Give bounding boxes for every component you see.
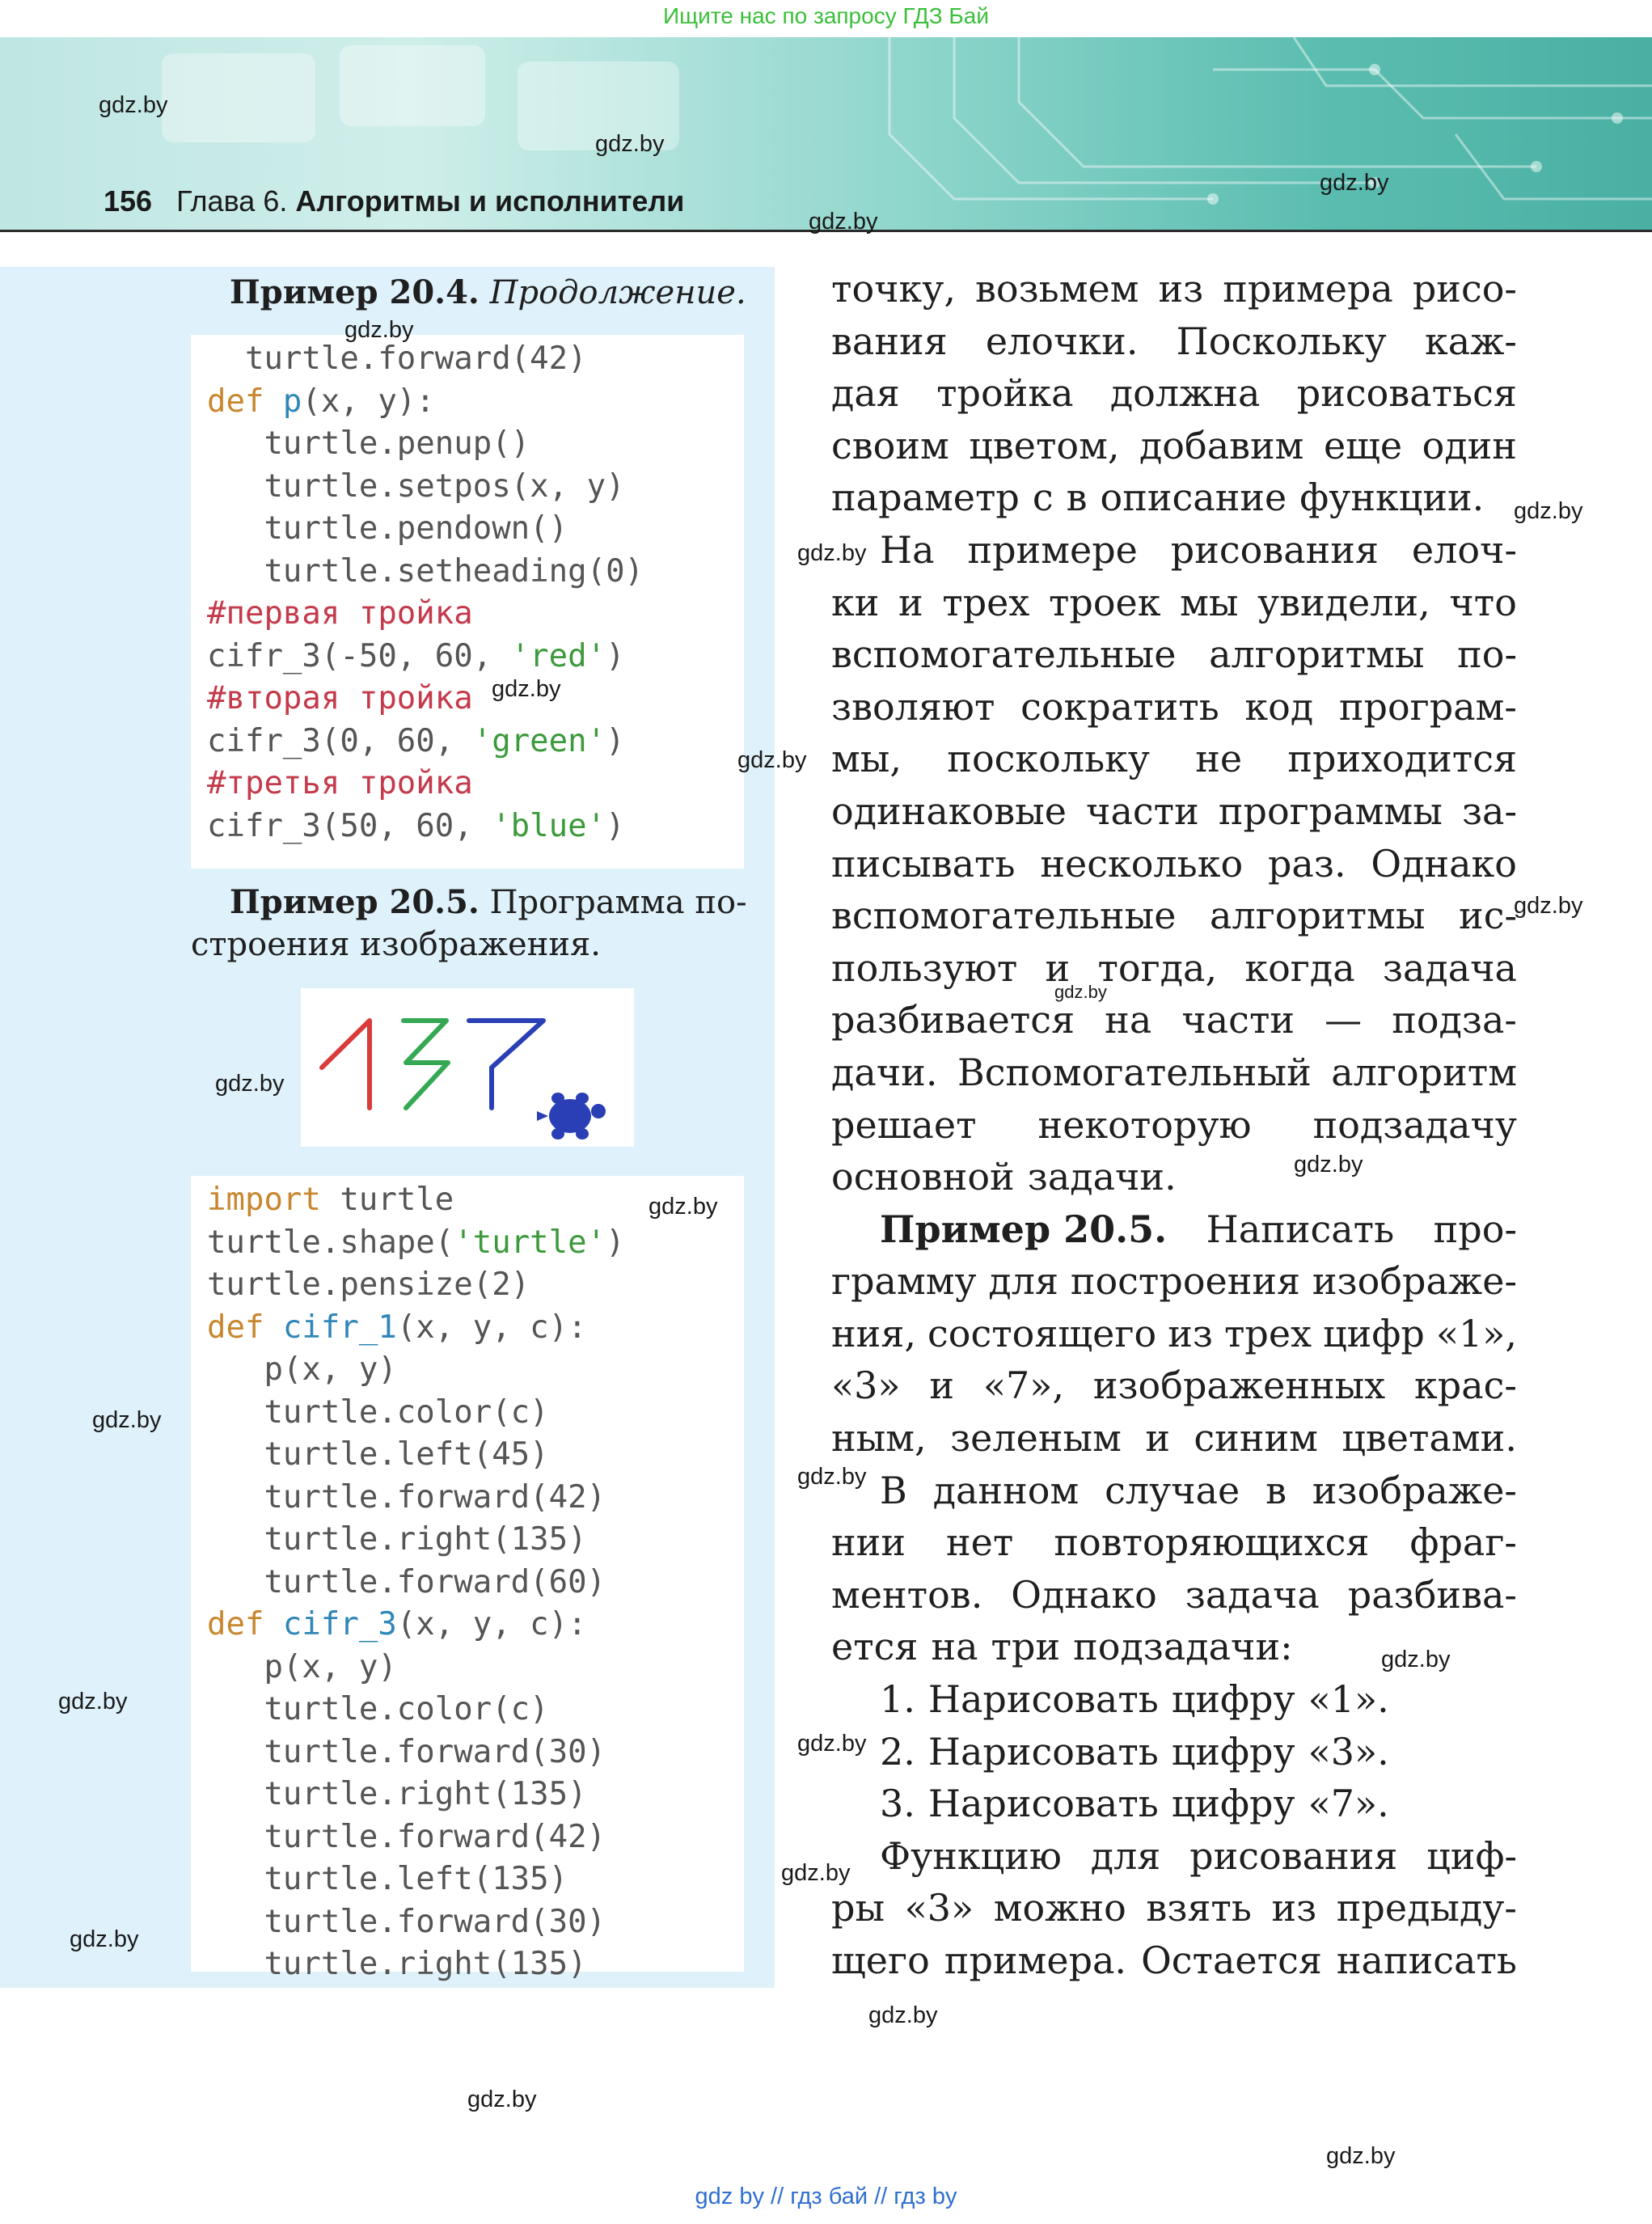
code-token: 'green' (472, 722, 606, 759)
text-line (831, 1778, 1517, 1830)
text-word: должна (1109, 371, 1261, 416)
code-token: turtle.color(c) (207, 1691, 549, 1727)
code-token: turtle.right(135) (207, 1521, 587, 1558)
code-token: turtle.forward(42) (207, 1818, 606, 1855)
code-line (207, 1477, 744, 1520)
text-word: с (1032, 476, 1054, 520)
code-line (207, 1731, 744, 1774)
watermark: gdz.by (1381, 1647, 1451, 1672)
text-word: и (1145, 1416, 1170, 1461)
text-word: в (1265, 1468, 1287, 1512)
watermark: gdz.by (1320, 170, 1389, 196)
code-token: 'turtle' (454, 1224, 606, 1261)
text-word: пользуют (831, 945, 1018, 990)
text-word: «3». (1308, 1729, 1389, 1774)
text-word: еще (1323, 423, 1403, 467)
code-token: turtle.color(c) (207, 1393, 549, 1431)
code-token: (x, y, c): (396, 1606, 587, 1643)
text-line (831, 681, 1517, 734)
text-line (831, 1099, 1517, 1152)
watermark: gdz.by (737, 747, 807, 773)
text-word: решает (831, 1102, 977, 1147)
example-205-caption-line1 (230, 882, 747, 924)
digit-7 (469, 1021, 543, 1108)
text-word: цифру (1171, 1677, 1295, 1722)
code-line (207, 1222, 744, 1265)
text-line (831, 1882, 1517, 1934)
text-word: крас- (1414, 1364, 1517, 1408)
top-search-note: Ищите нас по запросу ГДЗ Бай (662, 3, 990, 28)
code-token: ) (606, 807, 625, 844)
text-word: трех (942, 580, 1030, 624)
text-word: елочки. (985, 319, 1139, 363)
text-line (831, 1465, 1517, 1517)
code-line (207, 551, 744, 594)
digit-1 (322, 1021, 370, 1108)
text-word: Нарисовать (927, 1782, 1159, 1826)
text-line (831, 1203, 1517, 1256)
text-line (831, 733, 1517, 785)
text-word: можно (993, 1886, 1126, 1930)
code-line (207, 338, 744, 381)
text-word: раз. (1267, 841, 1346, 886)
text-line (831, 1308, 1517, 1360)
text-word: возьмем (974, 267, 1139, 311)
example-205-line1: Программа по- (489, 884, 747, 921)
text-word: тогда, (1097, 945, 1218, 990)
text-word: что (1449, 580, 1517, 624)
text-word: и (929, 1364, 955, 1408)
text-word: вспомогательные (831, 894, 1177, 938)
text-word: вспомогательные (831, 632, 1177, 677)
text-word: зеленым (950, 1416, 1122, 1461)
text-line (831, 1516, 1517, 1569)
text-line (831, 785, 1517, 838)
text-word: 1. (880, 1677, 915, 1722)
text-word: разбивается (831, 998, 1075, 1042)
code-token: turtle.setpos(x, y) (207, 467, 625, 505)
code-token: turtle.shape( (207, 1224, 454, 1261)
text-line (831, 1412, 1517, 1465)
code-token: turtle.forward(60) (207, 1563, 606, 1600)
code-token: turtle.pensize(2) (207, 1266, 530, 1303)
text-word: части (1181, 998, 1295, 1042)
text-word: цветами. (1341, 1416, 1517, 1461)
text-word: ется (831, 1625, 919, 1669)
watermark: gdz.by (595, 131, 665, 157)
text-word: про- (1433, 1207, 1517, 1251)
text-word: поскольку (947, 737, 1150, 781)
text-line (831, 994, 1517, 1046)
text-line (831, 1934, 1517, 1987)
text-word: На (880, 527, 935, 572)
code-line (207, 1392, 744, 1435)
code-line (207, 1562, 744, 1605)
example-204-suffix: Продолжение. (489, 274, 746, 311)
text-word: предыду- (1336, 1886, 1517, 1930)
example-205-line2: строения изображения. (191, 926, 601, 963)
code-line (207, 593, 744, 636)
example-205-label: Пример 20.5. (230, 883, 480, 921)
watermark: gdz.by (99, 92, 168, 118)
text-line (831, 1673, 1517, 1726)
example-204-label: Пример 20.4. (230, 273, 480, 311)
text-word: примере (967, 527, 1138, 572)
watermark: gdz.by (1326, 2143, 1396, 2169)
text-word: некоторую (1037, 1102, 1252, 1147)
code-block-example-205 (191, 1176, 744, 1982)
code-line (207, 1604, 744, 1647)
text-word: параметр (831, 476, 1020, 520)
text-word: дая (831, 371, 900, 416)
text-word: один (1422, 423, 1517, 467)
text-word: грамму (831, 1259, 977, 1304)
text-word: взять (1146, 1886, 1252, 1930)
code-token: p(x, y) (207, 1648, 397, 1685)
code-line (207, 466, 744, 509)
chapter-prefix: Глава 6. (176, 184, 288, 218)
text-word: цветом, (969, 423, 1120, 467)
text-line (831, 420, 1517, 472)
code-token: p(x, y) (207, 1351, 397, 1388)
text-word: приходится (1287, 737, 1517, 781)
watermark: gdz.by (797, 1731, 867, 1757)
text-word: ния, (831, 1311, 916, 1355)
watermark: gdz.by (344, 317, 414, 343)
code-block-continuation (191, 335, 744, 869)
text-word: описание (1100, 476, 1287, 520)
text-word: елоч- (1411, 527, 1517, 572)
code-token: turtle.right(135) (207, 1776, 587, 1812)
watermark: gdz.by (781, 1860, 851, 1886)
text-word: нии (831, 1520, 906, 1565)
code-token: #вторая тройка (207, 680, 473, 717)
text-line (831, 942, 1517, 995)
watermark: gdz.by (649, 1194, 718, 1220)
figure-137-drawing (301, 988, 634, 1147)
text-word: на (1105, 998, 1152, 1042)
example-205-caption-line2 (191, 924, 601, 966)
text-word: подзадачи: (1073, 1625, 1293, 1669)
text-word: троек (1048, 580, 1161, 624)
text-line (831, 1726, 1517, 1778)
watermark: gdz.by (1294, 1152, 1363, 1178)
code-line (207, 508, 744, 551)
text-word: ис- (1459, 894, 1517, 938)
text-word: Однако (1371, 841, 1517, 886)
code-token: ) (606, 1224, 625, 1261)
code-token: turtle.left(45) (207, 1436, 549, 1473)
text-line (831, 577, 1517, 629)
code-token: 'blue' (492, 807, 606, 844)
code-token: cifr_1 (282, 1309, 397, 1346)
watermark: gdz.by (92, 1407, 162, 1433)
watermark: gdz.by (467, 2087, 537, 2112)
text-word: из (1158, 267, 1204, 311)
code-token: turtle.forward(42) (207, 1478, 606, 1516)
text-word: для (988, 1259, 1058, 1304)
text-line (831, 1046, 1517, 1099)
text-line (831, 524, 1517, 577)
text-word: рисования (1189, 1833, 1398, 1878)
text-word: разбива- (1347, 1572, 1517, 1617)
text-word: увидели, (1257, 580, 1430, 624)
text-word: код (1244, 684, 1314, 729)
text-line (831, 838, 1517, 890)
watermark: gdz.by (868, 2002, 938, 2028)
text-word: фраг- (1409, 1520, 1517, 1565)
footer-links[interactable]: gdz by // гдз бай // гдз by (695, 2184, 957, 2209)
chapter-title: Алгоритмы и исполнители (295, 184, 685, 218)
text-line (831, 1569, 1517, 1621)
text-word: изображе- (1312, 1259, 1517, 1304)
code-line (207, 1434, 744, 1477)
watermark: gdz.by (797, 540, 867, 566)
text-word: подза- (1392, 998, 1517, 1042)
text-word: вания (831, 319, 948, 363)
text-word: ры (831, 1886, 885, 1930)
text-word: построения (1070, 1259, 1301, 1304)
text-word: на (931, 1625, 978, 1669)
text-word: и (898, 580, 923, 624)
code-token: #третья тройка (207, 765, 473, 801)
code-line (207, 1349, 744, 1392)
text-word: в (1066, 476, 1088, 520)
text-word: «3» (904, 1886, 974, 1930)
text-word: зволяют (831, 684, 995, 729)
code-token: turtle (340, 1182, 454, 1218)
text-line (831, 1255, 1517, 1308)
code-token: turtle.setheading(0) (207, 552, 644, 590)
page-number: 156 (104, 184, 153, 218)
code-token: turtle.pendown() (207, 510, 568, 547)
code-token: cifr_3(0, 60, (207, 722, 473, 759)
text-word: случае (1105, 1468, 1240, 1512)
text-word: мы (1180, 580, 1239, 624)
code-line (207, 1307, 744, 1350)
text-word: ментов. (831, 1572, 983, 1617)
text-word: из (1168, 1311, 1213, 1355)
code-token: turtle.right(135) (207, 1946, 587, 1982)
watermark: gdz.by (797, 1464, 867, 1490)
code-line (207, 1816, 744, 1859)
text-word: основной (831, 1155, 1015, 1199)
text-word: каж- (1424, 319, 1517, 363)
text-word: своим (831, 423, 949, 467)
watermark: gdz.by (215, 1071, 285, 1097)
text-word: трех (1223, 1311, 1312, 1355)
watermark: gdz.by (492, 676, 561, 702)
code-token: def (207, 1606, 283, 1643)
text-word: «7». (1308, 1782, 1389, 1826)
text-word: одинаковые (831, 789, 1067, 833)
text-word: Написать (1206, 1207, 1395, 1251)
code-line (207, 805, 744, 848)
code-token: turtle.forward(30) (207, 1903, 606, 1940)
text-word: програм- (1338, 684, 1517, 729)
watermark: gdz.by (809, 209, 878, 235)
code-token: p (282, 383, 302, 420)
text-word: добавим (1139, 423, 1304, 467)
code-token: cifr_3(-50, 60, (207, 637, 511, 674)
text-word: тройка (936, 371, 1074, 416)
text-word: Нарисовать (927, 1677, 1159, 1722)
code-token: (x, y, c): (396, 1309, 587, 1346)
text-word: «3» (831, 1364, 901, 1408)
text-word: точку, (831, 267, 956, 311)
code-line (207, 1858, 744, 1901)
text-word: данном (932, 1468, 1080, 1512)
text-word: писывать (831, 841, 1016, 886)
code-token: turtle.penup() (207, 425, 530, 462)
text-word: из (1271, 1886, 1317, 1930)
text-word: Нарисовать (927, 1729, 1159, 1774)
text-word: ки (831, 580, 880, 624)
code-line (207, 636, 744, 679)
text-word: рисования (1170, 527, 1379, 572)
code-line (207, 1943, 744, 1986)
text-word: примера. (944, 1939, 1127, 1982)
text-word: нет (946, 1520, 1014, 1565)
code-line (207, 1689, 744, 1731)
text-word: щего (831, 1939, 930, 1982)
code-token: ) (606, 722, 625, 759)
code-line (207, 423, 744, 466)
digit-3 (403, 1021, 448, 1108)
watermark: gdz.by (1054, 982, 1107, 1002)
text-line (831, 367, 1517, 420)
text-word: — (1325, 998, 1363, 1042)
text-word: задача (1185, 1572, 1320, 1617)
text-word: Поскольку (1176, 319, 1387, 363)
text-word: написать (1336, 1939, 1517, 1982)
text-word: изображе- (1312, 1468, 1517, 1512)
text-word: примера (1223, 267, 1393, 311)
text-word: циф- (1426, 1833, 1517, 1878)
code-token: cifr_3(50, 60, (207, 807, 492, 844)
text-word: Функцию (880, 1833, 1062, 1878)
text-line (831, 1359, 1517, 1412)
watermark: gdz.by (70, 1926, 139, 1952)
text-word: функции. (1299, 476, 1485, 520)
text-line (831, 1830, 1517, 1883)
text-word: когда (1244, 945, 1355, 990)
text-word: несколько (1040, 841, 1244, 886)
text-word: 2. (880, 1729, 915, 1774)
figure-137 (301, 988, 634, 1147)
text-line (831, 1151, 1517, 1203)
code-token: import (207, 1182, 340, 1218)
text-word: три (991, 1625, 1061, 1669)
text-word: В (880, 1468, 907, 1512)
code-token: def (207, 383, 283, 420)
text-word: синим (1194, 1416, 1318, 1461)
code-token: def (207, 1309, 283, 1346)
text-word: для (1090, 1833, 1161, 1878)
text-word: Остается (1141, 1939, 1322, 1982)
code-token: 'red' (510, 637, 606, 674)
text-word: задачи. (1027, 1155, 1177, 1199)
text-line (831, 315, 1517, 368)
code-line (207, 1519, 744, 1562)
watermark: gdz.by (58, 1689, 128, 1715)
code-line (207, 1647, 744, 1689)
text-word: подзадачу (1312, 1102, 1517, 1147)
text-word: 3. (880, 1782, 915, 1826)
code-line (207, 1774, 744, 1816)
code-line (207, 1901, 744, 1944)
text-word: рисо- (1412, 267, 1517, 311)
text-word: и (1045, 945, 1071, 990)
body-text (831, 263, 1517, 1987)
text-word: Вспомогательный (957, 1050, 1312, 1094)
text-word: за- (1461, 789, 1517, 833)
text-word: дачи. (831, 1050, 938, 1094)
example-204-caption (230, 272, 746, 314)
text-line (831, 628, 1517, 681)
code-token: (x, y): (302, 383, 435, 420)
code-line (207, 678, 744, 721)
text-word: «1». (1308, 1677, 1389, 1722)
code-line (207, 381, 744, 424)
text-word: повторяющихся (1054, 1520, 1370, 1565)
code-token: #первая тройка (207, 595, 473, 632)
text-word: цифру (1171, 1782, 1295, 1826)
turtle-icon (537, 1093, 606, 1139)
text-line (831, 263, 1517, 315)
text-word: алгоритмы (1209, 632, 1425, 677)
text-word: мы, (831, 737, 902, 781)
code-line (207, 763, 744, 805)
running-header (104, 184, 684, 218)
code-token: ) (606, 637, 625, 674)
text-word: ным, (831, 1416, 927, 1461)
code-line (207, 1264, 744, 1307)
text-word: Однако (1011, 1572, 1157, 1617)
text-word: рисоваться (1296, 371, 1517, 416)
text-line (831, 471, 1517, 524)
watermark: gdz.by (1514, 893, 1583, 919)
text-word: состоящего (927, 1311, 1157, 1355)
text-line (831, 890, 1517, 942)
code-token: turtle.forward(42) (207, 340, 587, 377)
text-word: цифр (1323, 1311, 1425, 1355)
text-word: «7», (982, 1364, 1065, 1408)
text-word: алгоритмы (1210, 894, 1426, 938)
text-word: цифру (1171, 1729, 1295, 1774)
text-word: изображенных (1092, 1364, 1386, 1408)
code-token: turtle.forward(30) (207, 1733, 606, 1770)
text-word: сократить (1020, 684, 1219, 729)
text-word: «1», (1435, 1311, 1517, 1355)
code-token: turtle.left(135) (207, 1861, 568, 1897)
text-word: не (1195, 737, 1243, 781)
text-word: по- (1457, 632, 1517, 677)
text-word: программы (1218, 789, 1443, 833)
text-word: части (1086, 789, 1199, 833)
text-word: задача (1382, 945, 1517, 990)
code-token: cifr_3 (282, 1606, 397, 1643)
code-line (207, 721, 744, 763)
watermark: gdz.by (1514, 498, 1583, 524)
text-bold-word: Пример 20.5. (880, 1207, 1168, 1251)
text-word: алгоритм (1331, 1050, 1517, 1094)
